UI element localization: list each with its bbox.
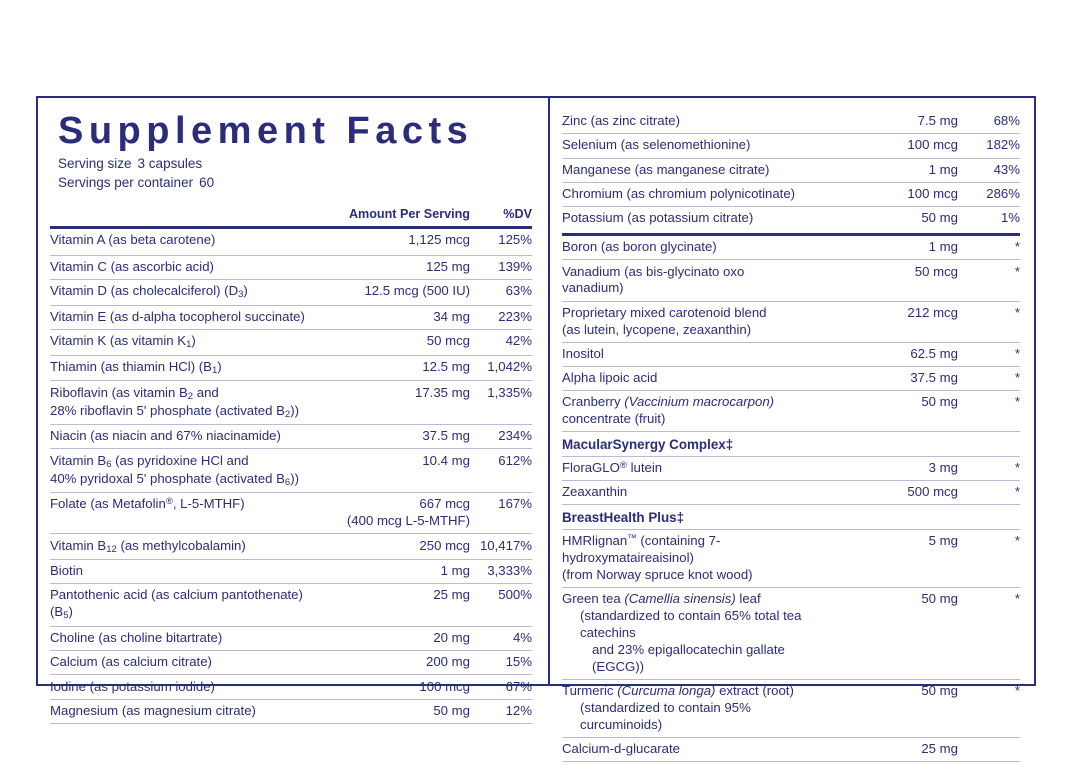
nutrient-dv: 223% [470, 305, 532, 329]
supplement-facts-panel [36, 96, 1036, 757]
nutrient-name: Vitamin $B_{12}$ (as methylcobalamin) [50, 534, 320, 560]
nutrient-dv: * [958, 481, 1020, 505]
table-row [562, 481, 1020, 505]
nutrient-name: Biotin [50, 560, 320, 584]
table-row [50, 699, 532, 723]
nutrient-dv: 234% [470, 425, 532, 449]
nutrient-amount: 12.5 mg [320, 355, 470, 381]
table-row [50, 330, 532, 356]
nutrient-amount: 250 mcg [320, 534, 470, 560]
table-row [562, 530, 1020, 567]
nutrient-name-line3 [562, 642, 808, 679]
spacer [808, 411, 958, 432]
nutrient-name: Vitamin E (as d-alpha tocopherol succinate) [50, 305, 320, 329]
nutrient-amount: 5 mg [928, 533, 958, 549]
left-nutrient-rows [50, 229, 532, 724]
nutrient-amount: 100 mcg [808, 182, 958, 206]
table-row [50, 305, 532, 329]
left-nutrient-table [50, 203, 532, 225]
nutrient-amount: 50 mg [921, 394, 958, 410]
table-row [562, 737, 1020, 761]
nutrient-name-line2: 28% riboflavin 5' phosphate (activated $B_2$)) [50, 403, 320, 425]
nutrient-amount: 34 mg [320, 305, 470, 329]
spacer [470, 513, 532, 534]
spacer [808, 505, 958, 530]
table-row [562, 679, 1020, 700]
nutrient-dv: * [1014, 304, 1020, 320]
nutrient-amount: 37.5 mg [320, 425, 470, 449]
table-row [50, 381, 532, 403]
nutrient-dv: * [1014, 683, 1020, 699]
table-row-continuation [50, 403, 532, 425]
nutrient-dv: 167% [498, 496, 532, 512]
nutrient-amount: 100 mcg [808, 134, 958, 158]
nutrient-amount: 200 mg [320, 651, 470, 675]
table-row [50, 449, 532, 471]
nutrient-dv: 612% [498, 452, 532, 468]
servings-per-container-line [58, 173, 532, 193]
spacer [808, 642, 958, 679]
nutrient-dv: 15% [470, 651, 532, 675]
table-row [562, 260, 1020, 301]
spacer [320, 403, 470, 425]
header-amount-per-serving: Amount Per Serving [348, 207, 470, 222]
nutrient-amount: 1 mg [808, 158, 958, 182]
nutrient-name: Proprietary mixed carotenoid blend [562, 304, 767, 320]
nutrient-name: Turmeric (Curcuma longa) extract (root) [562, 683, 794, 699]
serving-size-value: 3 capsules [137, 155, 203, 171]
spacer [958, 608, 1020, 642]
table-row [50, 675, 532, 699]
nutrient-dv: 1,042% [470, 355, 532, 381]
nutrient-amount: 212 mcg [907, 304, 958, 320]
nutrient-amount: 125 mg [320, 255, 470, 279]
nutrient-amount: 7.5 mg [808, 110, 958, 134]
nutrient-name-line2: (from Norway spruce knot wood) [562, 567, 808, 588]
nutrient-dv: 286% [958, 182, 1020, 206]
table-row [562, 182, 1020, 206]
table-row [50, 355, 532, 381]
nutrient-amount-line2: (400 mcg L-5-MTHF) [320, 513, 470, 534]
table-row [50, 229, 532, 249]
nutrient-amount: 50 mg [921, 210, 958, 226]
table-row-continuation [562, 322, 1020, 343]
table-row-continuation [562, 700, 1020, 737]
nutrient-dv: * [1014, 533, 1020, 549]
spacer [808, 322, 958, 343]
section-heading-breast [562, 505, 1020, 530]
table-header-row [50, 203, 532, 225]
serving-size-label: Serving size [58, 155, 132, 171]
nutrient-name: Calcium-d-glucarate [562, 737, 808, 761]
nutrient-dv: 68% [958, 110, 1020, 134]
nutrient-amount: 20 mg [320, 626, 470, 650]
nutrient-dv: 182% [958, 134, 1020, 158]
spacer [958, 567, 1020, 588]
table-row-continuation [562, 608, 1020, 642]
table-row-continuation [50, 471, 532, 493]
nutrient-name: Chromium (as chromium polynicotinate) [562, 182, 808, 206]
nutrient-amount: 10.4 mg [422, 452, 470, 468]
servings-per-container-label: Servings per container [58, 175, 194, 191]
nutrient-name-line3-text: and 23% epigallocatechin gallate (EGCG)) [592, 641, 785, 674]
table-row [50, 280, 532, 306]
nutrient-amount: 25 mg [320, 584, 470, 627]
nutrient-name: Vitamin D (as cholecalciferol) $(D_3)$ [50, 280, 320, 306]
nutrient-amount: 50 mcg [320, 330, 470, 356]
nutrient-amount: 62.5 mg [808, 342, 958, 366]
spacer [320, 249, 470, 256]
spacer [958, 642, 1020, 679]
page-title: Supplement Facts [58, 110, 474, 152]
section-heading-label: MacularSynergy Complex‡ [562, 432, 808, 457]
nutrient-dv: 1% [1000, 210, 1020, 226]
nutrient-dv: 63% [470, 280, 532, 306]
nutrient-name: Magnesium (as magnesium citrate) [50, 699, 320, 723]
two-column-layout [38, 98, 1034, 757]
spacer [320, 471, 470, 493]
nutrient-name-line2 [562, 608, 808, 642]
spacer [958, 322, 1020, 343]
nutrient-name: Vitamin A (as beta carotene) [50, 231, 216, 247]
table-row-continuation [562, 411, 1020, 432]
nutrient-dv: * [958, 342, 1020, 366]
nutrient-name: Zinc (as zinc citrate) [562, 110, 808, 134]
nutrient-name-line2-text: (standardized to contain 65% total tea catechins [580, 608, 802, 641]
nutrient-name: Zeaxanthin [562, 481, 808, 505]
nutrient-dv: * [958, 236, 1020, 260]
nutrient-name: Alpha lipoic acid [562, 366, 808, 390]
nutrient-name: Selenium (as selenomethionine) [562, 134, 808, 158]
nutrient-amount: 1 mg [320, 560, 470, 584]
section-heading-label: BreastHealth Plus‡ [562, 505, 808, 530]
nutrient-amount: 3 mg [808, 456, 958, 480]
table-row [562, 134, 1020, 158]
spacer [958, 411, 1020, 432]
nutrient-name [50, 249, 320, 256]
nutrient-name-line2 [562, 700, 808, 737]
left-column [38, 98, 548, 718]
nutrient-name: Vitamin $B_6$ (as pyridoxine HCl and [50, 452, 249, 470]
spacer [470, 471, 532, 493]
nutrient-amount: 50 mg [921, 683, 958, 699]
spacer [808, 700, 958, 737]
nutrient-name: Iodine (as potassium iodide) [50, 675, 320, 699]
spacer [808, 567, 958, 588]
section-heading-macular [562, 432, 1020, 457]
nutrient-name: Potassium (as potassium citrate) [562, 210, 754, 226]
nutrient-amount: 50 mg [320, 699, 470, 723]
spacer [808, 432, 958, 457]
nutrient-name-line2: (as lutein, lycopene, zeaxanthin) [562, 322, 808, 343]
table-row [50, 493, 532, 514]
nutrient-amount: 1,125 mcg [408, 231, 470, 247]
nutrient-amount: 1 mg [808, 236, 958, 260]
spacer [50, 513, 320, 534]
nutrient-dv: * [1014, 394, 1020, 410]
nutrient-amount: 100 mcg [320, 675, 470, 699]
nutrient-name: Choline (as choline bitartrate) [50, 626, 320, 650]
nutrient-dv: * [1014, 591, 1020, 607]
nutrient-dv: 12% [470, 699, 532, 723]
nutrient-name: Thiamin (as thiamin HCl) $(B_1)$ [50, 355, 320, 381]
header-percent-dv: %DV [503, 207, 532, 222]
nutrient-name: Pantothenic acid (as calcium pantothenate) $(B_5)$ [50, 584, 320, 627]
nutrient-dv: 3,333% [470, 560, 532, 584]
header-spacer [50, 203, 320, 225]
table-row [50, 584, 532, 627]
nutrient-amount: 12.5 mcg (500 IU) [320, 280, 470, 306]
spacer [808, 608, 958, 642]
nutrient-name: Boron (as boron glycinate) [562, 236, 808, 260]
nutrient-dv: 67% [470, 675, 532, 699]
nutrient-dv: 1,335% [487, 384, 532, 400]
table-row [50, 534, 532, 560]
table-row [50, 651, 532, 675]
nutrient-name: Inositol [562, 342, 808, 366]
spacer [958, 505, 1020, 530]
nutrient-name: Green tea (Camellia sinensis) leaf [562, 591, 761, 607]
servings-per-container-value: 60 [199, 175, 215, 191]
table-row [562, 236, 1020, 260]
table-row [562, 366, 1020, 390]
right-nutrient-table-2 [562, 236, 1020, 762]
table-row [562, 110, 1020, 134]
nutrient-name: Riboflavin (as vitamin $B_2$ and [50, 384, 219, 402]
nutrient-name: Cranberry (Vaccinium macrocarpon) [562, 394, 775, 410]
table-row-continuation [50, 513, 532, 534]
right-nutrient-table [562, 110, 1020, 227]
nutrient-dv: * [958, 456, 1020, 480]
table-row [50, 560, 532, 584]
table-row [50, 249, 532, 256]
nutrient-name-line2: 40% pyridoxal 5' phosphate (activated $B_6$)) [50, 471, 320, 493]
nutrient-name-line2-text: (standardized to contain 95% curcuminoids) [580, 699, 751, 732]
table-row [50, 255, 532, 279]
serving-size-line [58, 154, 532, 174]
nutrient-name: Vitamin C (as ascorbic acid) [50, 255, 320, 279]
nutrient-amount: 500 mcg [808, 481, 958, 505]
nutrient-dv: 500% [470, 584, 532, 627]
spacer [958, 432, 1020, 457]
table-row [562, 158, 1020, 182]
nutrient-name: Vanadium (as bis-glycinato oxo vanadium) [562, 260, 808, 301]
nutrient-dv: 42% [470, 330, 532, 356]
nutrient-dv: 43% [958, 158, 1020, 182]
nutrient-name: HMRlignan™ (containing 7-hydroxymataireaisinol) [562, 533, 721, 566]
nutrient-dv: 4% [470, 626, 532, 650]
nutrient-name: Folate (as Metafolin®, L-5-MTHF) [50, 496, 245, 512]
table-row [562, 456, 1020, 480]
table-row [562, 391, 1020, 412]
table-row [562, 588, 1020, 609]
table-row-continuation [562, 642, 1020, 679]
nutrient-amount: 25 mg [808, 737, 958, 761]
table-row [562, 207, 1020, 228]
nutrient-dv: * [958, 366, 1020, 390]
nutrient-amount: 37.5 mg [808, 366, 958, 390]
nutrient-name-line2: concentrate (fruit) [562, 411, 808, 432]
nutrient-amount: 50 mcg [808, 260, 958, 301]
spacer [470, 403, 532, 425]
table-row [50, 626, 532, 650]
nutrient-amount: 50 mg [921, 591, 958, 607]
nutrient-dv: * [958, 260, 1020, 301]
nutrient-name: FloraGLO® lutein [562, 456, 808, 480]
right-column [550, 98, 1034, 757]
nutrient-dv: 125% [498, 231, 532, 247]
spacer [470, 249, 532, 256]
table-row-continuation [562, 567, 1020, 588]
nutrient-name: Calcium (as calcium citrate) [50, 651, 320, 675]
nutrient-amount: 667 mcg [419, 496, 470, 512]
nutrient-name: Vitamin K (as vitamin $K_1$) [50, 330, 320, 356]
nutrient-name: Niacin (as niacin and 67% niacinamide) [50, 425, 320, 449]
nutrient-dv: 10,417% [470, 534, 532, 560]
nutrient-amount: 17.35 mg [415, 384, 470, 400]
table-row [562, 301, 1020, 322]
nutrient-dv: 139% [470, 255, 532, 279]
nutrient-dv [958, 737, 1020, 761]
nutrient-name: Manganese (as manganese citrate) [562, 158, 808, 182]
spacer [958, 700, 1020, 737]
table-row [50, 425, 532, 449]
table-row [562, 342, 1020, 366]
